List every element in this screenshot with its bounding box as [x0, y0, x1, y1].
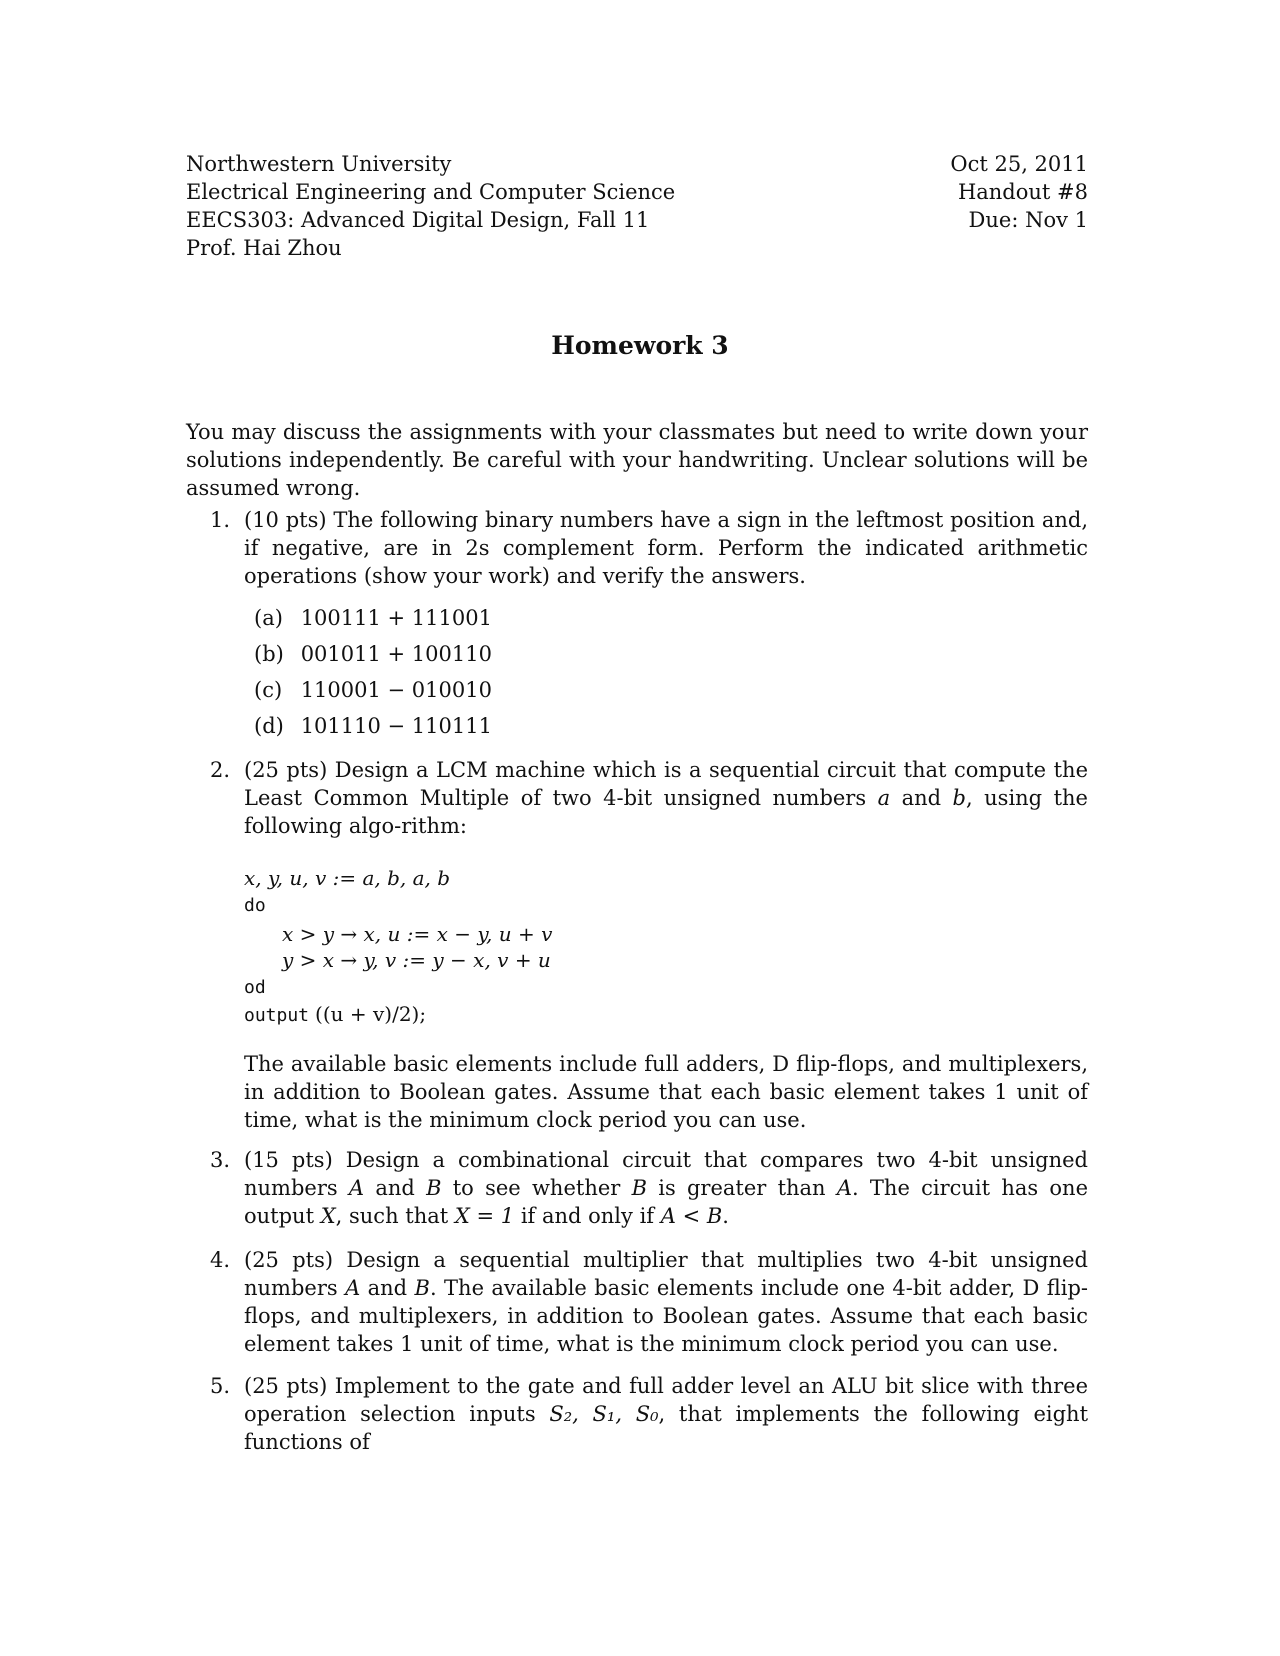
var-B: B	[631, 1176, 647, 1200]
problem-2	[210, 756, 1088, 840]
problem-text: (15 pts) Design a combinational circuit that compares two 4-bit unsigned numbers	[244, 1148, 1088, 1200]
header-right	[788, 150, 1088, 234]
math-expression: X = 1	[454, 1204, 515, 1228]
date: Oct 25, 2011	[950, 152, 1088, 176]
problem-number: 2.	[210, 758, 231, 782]
problem-text: , using the following algo-rithm:	[244, 786, 1088, 838]
problem-5	[210, 1372, 1089, 1456]
var-B: B	[414, 1276, 430, 1300]
problem-1b	[254, 640, 492, 668]
problem-1a	[254, 604, 492, 632]
problem-text: if and only if	[514, 1204, 661, 1228]
handout-number: Handout #8	[957, 180, 1088, 204]
part-expression: 110001 − 010010	[300, 678, 492, 702]
problem-text: , that implements the following eight functions of	[244, 1402, 1089, 1454]
code-keyword: output	[244, 1005, 310, 1026]
var-A: A	[345, 1276, 361, 1300]
code-line-guard-1	[244, 920, 552, 948]
code-text: ((u + v)/2);	[315, 1002, 427, 1026]
problem-number: 5.	[210, 1374, 231, 1398]
problem-text: (25 pts) Implement to the gate and full adder level an ALU bit slice with three operation selection inputs	[244, 1374, 1088, 1426]
professor: Prof. Hai Zhou	[186, 236, 342, 260]
code-text: x > y → x, u := x − y, u + v	[282, 922, 553, 946]
problem-text: and	[364, 1176, 427, 1200]
problem-4	[210, 1246, 1089, 1358]
part-label: (c)	[254, 678, 283, 702]
problem-1d	[254, 712, 492, 740]
part-label: (a)	[254, 606, 283, 630]
course: EECS303: Advanced Digital Design, Fall 11	[186, 208, 650, 232]
code-line-do: do	[244, 895, 266, 916]
university: Northwestern University	[186, 152, 452, 176]
problem-text: . The circuit has one output	[244, 1176, 1088, 1228]
problem-2-followup: The available basic elements include full adders, D flip-flops, and multiplexers, in addition to Boolean gates. Assume that each basic element takes 1 unit of time, what is the minimum clock period you can use.	[244, 1052, 1088, 1132]
problem-3	[210, 1146, 1088, 1230]
var-A: A	[348, 1176, 365, 1200]
problem-text: (25 pts) Design a sequential multiplier that multiplies two 4-bit unsigned numbers	[244, 1248, 1088, 1300]
part-expression: 001011 + 100110	[300, 642, 492, 666]
part-label: (b)	[254, 642, 284, 666]
code-line-od: od	[244, 977, 266, 998]
code-line-output	[244, 1000, 426, 1030]
var-X: X	[320, 1204, 336, 1228]
department: Electrical Engineering and Computer Science	[186, 180, 676, 204]
part-expression: 100111 + 111001	[300, 606, 492, 630]
problem-text: and	[890, 786, 953, 810]
math-expression: A < B	[660, 1204, 723, 1228]
problem-text: to see whether	[441, 1176, 632, 1200]
problem-1c	[254, 676, 492, 704]
code-line-guard-2	[244, 946, 551, 974]
due-date: Due: Nov 1	[968, 208, 1088, 232]
var-B: B	[426, 1176, 442, 1200]
intro-paragraph: You may discuss the assignments with your classmates but need to write down your solutions independently. Be careful with your handwriting. Unclear solutions will be assumed wrong.	[186, 420, 1088, 500]
var-A: A	[836, 1176, 852, 1200]
problem-text: and	[360, 1276, 415, 1300]
problem-number: 4.	[210, 1248, 231, 1272]
problem-text: . The available basic elements include one 4-bit adder, D flip-flops, and multiplexers, in addition to Boolean gates. Assume that each basic element takes 1 unit of time, what is the minimum clock period you can use.	[244, 1276, 1089, 1356]
problem-number: 3.	[210, 1148, 231, 1172]
problem-1	[210, 506, 1088, 590]
problem-text: is greater than	[647, 1176, 837, 1200]
problem-number: 1.	[210, 508, 231, 532]
code-line-assign	[244, 864, 450, 892]
problem-text: (25 pts) Design a LCM machine which is a sequential circuit that compute the Least Common Multiple of two 4-bit unsigned numbers	[244, 758, 1088, 810]
part-expression: 101110 − 110111	[300, 714, 492, 738]
page-title: Homework 3	[551, 331, 729, 360]
var-a: a	[877, 786, 891, 810]
var-b: b	[952, 786, 966, 810]
problem-text: (10 pts) The following binary numbers have a sign in the leftmost position and, if negative, are in 2s complement form. Perform the indicated arithmetic operations (show your work) and verify the answers.	[244, 508, 1088, 588]
part-label: (d)	[254, 714, 284, 738]
problem-text: , such that	[335, 1204, 455, 1228]
header-left	[186, 150, 746, 262]
problem-text: .	[722, 1204, 729, 1228]
code-text: x, y, u, v := a, b, a, b	[244, 866, 451, 890]
selection-inputs: S₂, S₁, S₀	[549, 1402, 659, 1426]
code-text: y > x → y, v := y − x, v + u	[282, 948, 551, 972]
